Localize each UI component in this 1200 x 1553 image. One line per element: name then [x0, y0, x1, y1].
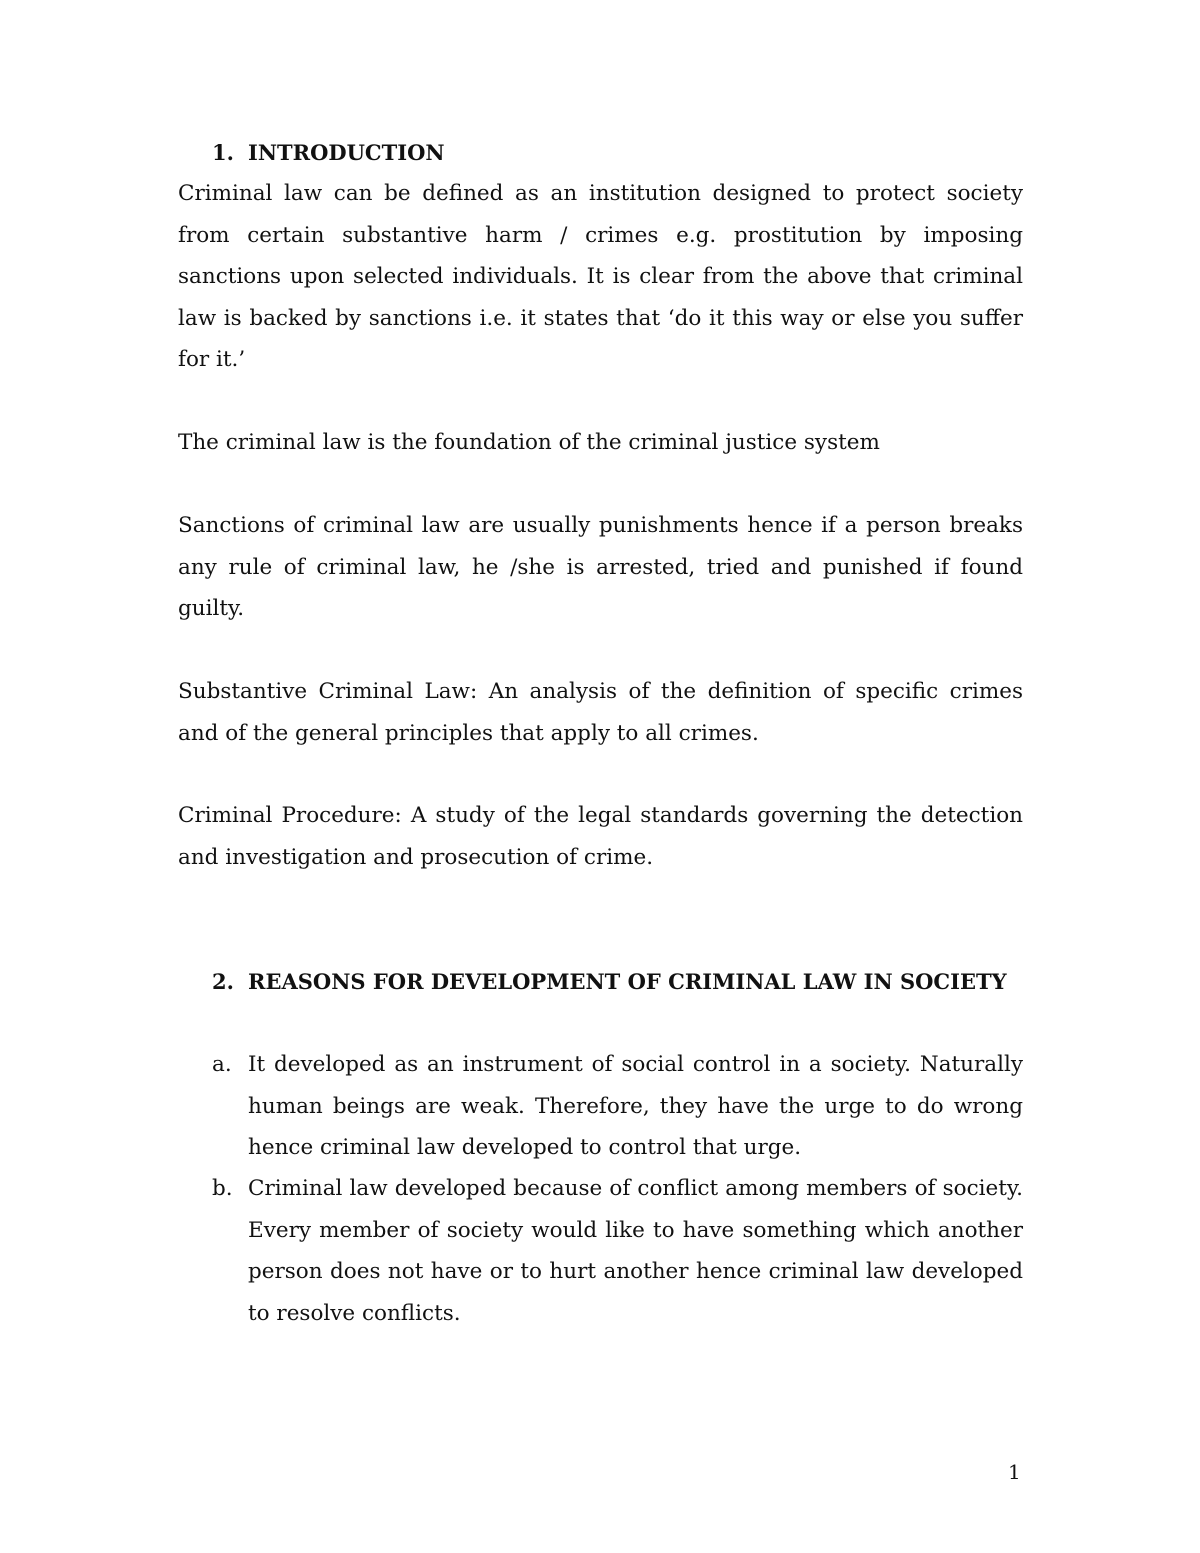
list-item-text: It developed as an instrument of social control in a society. Naturally human beings are weak. Therefore, they have the urge to do wrong hence criminal law developed to control that urge.	[248, 1052, 1023, 1160]
paragraph-criminal-procedure: Criminal Procedure: A study of the legal standards governing the detection and investigation and prosecution of crime.	[178, 803, 1023, 870]
section-heading-reasons	[212, 967, 1007, 997]
list-marker: a.	[212, 1052, 232, 1077]
section-title: REASONS FOR DEVELOPMENT OF CRIMINAL LAW IN SOCIETY	[248, 969, 1007, 994]
page-number: 1	[1008, 1460, 1021, 1484]
list-item-b	[212, 1168, 1023, 1334]
paragraph-substantive-law: Substantive Criminal Law: An analysis of the definition of specific crimes and of the general principles that apply to all crimes.	[178, 679, 1023, 746]
section-heading-introduction	[212, 138, 445, 168]
section-number: 1.	[212, 140, 234, 165]
paragraph-definition: Criminal law can be defined as an institution designed to protect society from certain substantive harm / crimes e.g. prostitution by imposing sanctions upon selected individuals. It is clear from the above that criminal law is backed by sanctions i.e. it states that ‘do it this way or else you suffer for it.’	[178, 181, 1023, 372]
section-number: 2.	[212, 969, 234, 994]
list-marker: b.	[212, 1176, 233, 1201]
list-item-text: Criminal law developed because of conflict among members of society. Every member of society would like to have something which another person does not have or to hurt another hence criminal law developed to resolve conflicts.	[248, 1176, 1023, 1326]
paragraph-sanctions: Sanctions of criminal law are usually punishments hence if a person breaks any rule of criminal law, he /she is arrested, tried and punished if found guilty.	[178, 513, 1023, 621]
list-item-a	[212, 1044, 1023, 1169]
paragraph-foundation: The criminal law is the foundation of the criminal justice system	[178, 430, 880, 455]
section-title: INTRODUCTION	[248, 140, 445, 165]
